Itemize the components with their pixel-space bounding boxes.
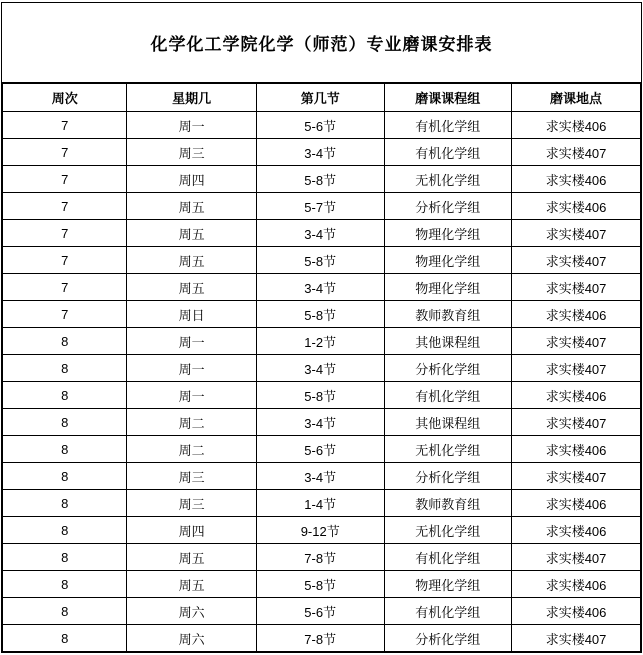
cell-period: 5-6节 <box>256 436 384 463</box>
cell-group: 分析化学组 <box>384 463 512 490</box>
cell-group: 物理化学组 <box>384 247 512 274</box>
cell-group: 其他课程组 <box>384 328 512 355</box>
cell-weekday: 周一 <box>127 328 257 355</box>
cell-week: 7 <box>3 139 127 166</box>
cell-group: 分析化学组 <box>384 625 512 652</box>
column-header-location: 磨课地点 <box>512 84 641 112</box>
cell-location: 求实楼407 <box>512 355 641 382</box>
cell-period: 5-8节 <box>256 247 384 274</box>
cell-period: 3-4节 <box>256 463 384 490</box>
cell-weekday: 周四 <box>127 517 257 544</box>
cell-weekday: 周一 <box>127 112 257 139</box>
table-row <box>3 166 641 193</box>
cell-week: 8 <box>3 382 127 409</box>
table-row <box>3 490 641 517</box>
cell-location: 求实楼406 <box>512 166 641 193</box>
table-row <box>3 328 641 355</box>
table-row <box>3 139 641 166</box>
table-header-row <box>3 84 641 112</box>
cell-location: 求实楼407 <box>512 625 641 652</box>
cell-location: 求实楼406 <box>512 598 641 625</box>
cell-period: 7-8节 <box>256 625 384 652</box>
cell-week: 8 <box>3 598 127 625</box>
table-row <box>3 193 641 220</box>
table-row <box>3 463 641 490</box>
cell-period: 1-4节 <box>256 490 384 517</box>
cell-period: 3-4节 <box>256 139 384 166</box>
cell-group: 无机化学组 <box>384 436 512 463</box>
cell-week: 7 <box>3 112 127 139</box>
cell-week: 8 <box>3 517 127 544</box>
cell-period: 5-6节 <box>256 112 384 139</box>
table-row <box>3 409 641 436</box>
cell-group: 教师教育组 <box>384 301 512 328</box>
cell-week: 8 <box>3 625 127 652</box>
cell-group: 分析化学组 <box>384 355 512 382</box>
cell-group: 教师教育组 <box>384 490 512 517</box>
cell-location: 求实楼406 <box>512 571 641 598</box>
cell-group: 无机化学组 <box>384 517 512 544</box>
cell-period: 3-4节 <box>256 274 384 301</box>
cell-week: 8 <box>3 463 127 490</box>
table-row <box>3 355 641 382</box>
cell-location: 求实楼406 <box>512 112 641 139</box>
table-row <box>3 112 641 139</box>
cell-weekday: 周二 <box>127 436 257 463</box>
cell-period: 5-7节 <box>256 193 384 220</box>
schedule-table <box>2 83 641 652</box>
cell-group: 有机化学组 <box>384 598 512 625</box>
cell-weekday: 周三 <box>127 139 257 166</box>
cell-group: 有机化学组 <box>384 382 512 409</box>
cell-weekday: 周日 <box>127 301 257 328</box>
cell-weekday: 周六 <box>127 598 257 625</box>
column-header-period: 第几节 <box>256 84 384 112</box>
cell-location: 求实楼406 <box>512 517 641 544</box>
title-bar <box>2 3 641 83</box>
cell-group: 其他课程组 <box>384 409 512 436</box>
cell-weekday: 周五 <box>127 544 257 571</box>
table-row <box>3 598 641 625</box>
cell-location: 求实楼406 <box>512 193 641 220</box>
table-row <box>3 274 641 301</box>
cell-period: 3-4节 <box>256 355 384 382</box>
cell-group: 有机化学组 <box>384 544 512 571</box>
cell-week: 8 <box>3 490 127 517</box>
cell-location: 求实楼407 <box>512 220 641 247</box>
cell-weekday: 周五 <box>127 220 257 247</box>
cell-period: 5-8节 <box>256 301 384 328</box>
table-row <box>3 571 641 598</box>
schedule-sheet <box>1 2 642 653</box>
cell-weekday: 周五 <box>127 193 257 220</box>
cell-weekday: 周三 <box>127 463 257 490</box>
table-row <box>3 247 641 274</box>
table-row <box>3 220 641 247</box>
cell-location: 求实楼406 <box>512 436 641 463</box>
table-row <box>3 517 641 544</box>
cell-week: 7 <box>3 166 127 193</box>
cell-weekday: 周六 <box>127 625 257 652</box>
cell-location: 求实楼407 <box>512 409 641 436</box>
cell-weekday: 周四 <box>127 166 257 193</box>
cell-weekday: 周五 <box>127 571 257 598</box>
cell-week: 7 <box>3 274 127 301</box>
cell-week: 7 <box>3 220 127 247</box>
cell-week: 8 <box>3 544 127 571</box>
table-row <box>3 301 641 328</box>
column-header-weekday: 星期几 <box>127 84 257 112</box>
cell-week: 8 <box>3 571 127 598</box>
column-header-week: 周次 <box>3 84 127 112</box>
table-row <box>3 436 641 463</box>
table-row <box>3 382 641 409</box>
cell-group: 有机化学组 <box>384 139 512 166</box>
table-row <box>3 544 641 571</box>
cell-group: 分析化学组 <box>384 193 512 220</box>
cell-location: 求实楼407 <box>512 139 641 166</box>
cell-weekday: 周一 <box>127 355 257 382</box>
cell-location: 求实楼406 <box>512 382 641 409</box>
cell-weekday: 周一 <box>127 382 257 409</box>
cell-period: 7-8节 <box>256 544 384 571</box>
cell-period: 5-8节 <box>256 382 384 409</box>
cell-period: 3-4节 <box>256 220 384 247</box>
cell-location: 求实楼406 <box>512 490 641 517</box>
cell-weekday: 周三 <box>127 490 257 517</box>
cell-location: 求实楼407 <box>512 544 641 571</box>
cell-period: 3-4节 <box>256 409 384 436</box>
cell-week: 8 <box>3 328 127 355</box>
cell-location: 求实楼407 <box>512 274 641 301</box>
cell-week: 7 <box>3 301 127 328</box>
column-header-group: 磨课课程组 <box>384 84 512 112</box>
cell-group: 物理化学组 <box>384 274 512 301</box>
cell-location: 求实楼407 <box>512 463 641 490</box>
cell-location: 求实楼406 <box>512 301 641 328</box>
cell-period: 5-8节 <box>256 166 384 193</box>
cell-group: 物理化学组 <box>384 220 512 247</box>
cell-period: 5-6节 <box>256 598 384 625</box>
cell-week: 8 <box>3 355 127 382</box>
cell-location: 求实楼407 <box>512 247 641 274</box>
cell-period: 9-12节 <box>256 517 384 544</box>
page-title: 化学化工学院化学（师范）专业磨课安排表 <box>150 35 493 54</box>
cell-weekday: 周二 <box>127 409 257 436</box>
cell-group: 有机化学组 <box>384 112 512 139</box>
cell-weekday: 周五 <box>127 274 257 301</box>
cell-week: 7 <box>3 193 127 220</box>
cell-weekday: 周五 <box>127 247 257 274</box>
cell-week: 8 <box>3 409 127 436</box>
cell-group: 物理化学组 <box>384 571 512 598</box>
cell-week: 8 <box>3 436 127 463</box>
cell-group: 无机化学组 <box>384 166 512 193</box>
cell-period: 1-2节 <box>256 328 384 355</box>
table-row <box>3 625 641 652</box>
cell-location: 求实楼407 <box>512 328 641 355</box>
cell-week: 7 <box>3 247 127 274</box>
cell-period: 5-8节 <box>256 571 384 598</box>
